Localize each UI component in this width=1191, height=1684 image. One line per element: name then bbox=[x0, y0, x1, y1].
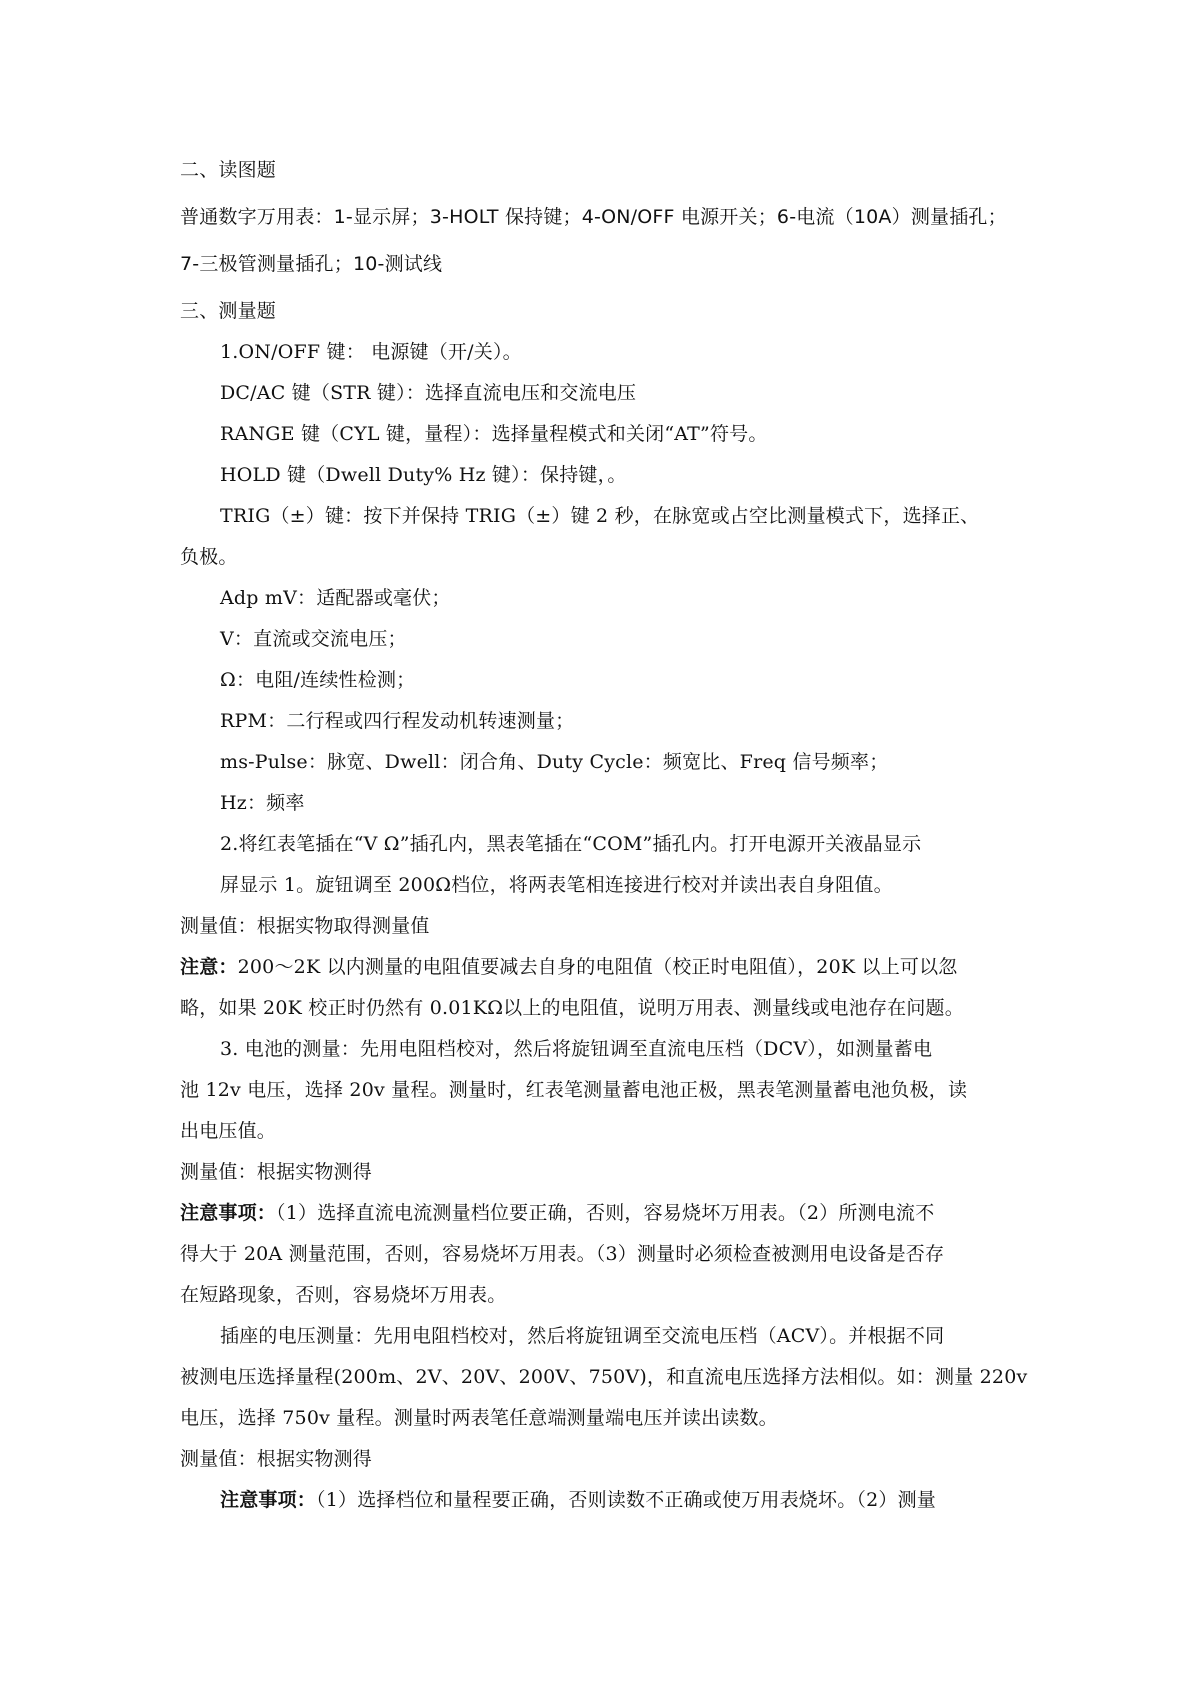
paragraph-line: 插座的电压测量：先用电阻档校对，然后将旋钮调至交流电压档（ACV）。并根据不同 bbox=[220, 1325, 945, 1347]
note-line bbox=[180, 1201, 934, 1225]
section-heading-reading: 二、读图题 bbox=[180, 159, 277, 181]
measured-value-line: 测量值：根据实物取得测量值 bbox=[180, 915, 430, 937]
measured-value-line: 测量值：根据实物测得 bbox=[180, 1448, 373, 1470]
note-label: 注意事项： bbox=[220, 1489, 317, 1511]
paragraph-line: Ω：电阻/连续性检测； bbox=[220, 669, 416, 691]
paragraph-line: HOLD 键（Dwell Duty% Hz 键）：保持键，。 bbox=[220, 464, 627, 486]
paragraph-line: 普通数字万用表：1-显示屏；3-HOLT 保持键；4-ON/OFF 电源开关；6-电流（10A）测量插孔； bbox=[180, 206, 1007, 228]
paragraph-line: 略，如果 20K 校正时仍然有 0.01KΩ以上的电阻值，说明万用表、测量线或电池存在问题。 bbox=[180, 997, 964, 1019]
paragraph-line: RANGE 键（CYL 键，量程）：选择量程模式和关闭“AT”符号。 bbox=[220, 423, 768, 445]
note-text: （1）选择直流电流测量档位要正确，否则，容易烧坏万用表。（2）所测电流不 bbox=[276, 1202, 935, 1224]
paragraph-line: 在短路现象，否则，容易烧坏万用表。 bbox=[180, 1284, 507, 1306]
paragraph-line: V：直流或交流电压； bbox=[220, 628, 407, 650]
paragraph-line: TRIG（±）键：按下并保持 TRIG（±）键 2 秒，在脉宽或占空比测量模式下，选择正、 bbox=[220, 505, 980, 527]
paragraph-line: Hz：频率 bbox=[220, 792, 305, 814]
note-text: （1）选择档位和量程要正确，否则读数不正确或使万用表烧坏。（2）测量 bbox=[316, 1489, 936, 1511]
note-label: 注意事项： bbox=[180, 1202, 277, 1224]
paragraph-line: 池 12v 电压，选择 20v 量程。测量时，红表笔测量蓄电池正极，黑表笔测量蓄电池负极，读 bbox=[180, 1079, 968, 1101]
note-line bbox=[180, 955, 958, 979]
paragraph-line: Adp mV：适配器或毫伏； bbox=[220, 587, 451, 609]
paragraph-line: 3. 电池的测量：先用电阻档校对，然后将旋钮调至直流电压档（DCV），如测量蓄电 bbox=[220, 1038, 933, 1060]
paragraph-line: 出电压值。 bbox=[180, 1120, 277, 1142]
section-heading-measurement: 三、测量题 bbox=[180, 300, 277, 322]
note-label: 注意： bbox=[180, 956, 238, 978]
paragraph-line: 2.将红表笔插在“V Ω”插孔内，黑表笔插在“COM”插孔内。打开电源开关液晶显示 bbox=[220, 833, 922, 855]
paragraph-line: 1.ON/OFF 键： 电源键（开/关）。 bbox=[220, 341, 522, 363]
paragraph-line: 得大于 20A 测量范围，否则，容易烧坏万用表。（3）测量时必须检查被测用电设备是否存 bbox=[180, 1243, 945, 1265]
measured-value-line: 测量值：根据实物测得 bbox=[180, 1161, 373, 1183]
paragraph-line: 电压，选择 750v 量程。测量时两表笔任意端测量端电压并读出读数。 bbox=[180, 1407, 778, 1429]
paragraph-line: 被测电压选择量程(200m、2V、20V、200V、750V)，和直流电压选择方法相似。如：测量 220v bbox=[180, 1366, 1028, 1388]
paragraph-line: RPM：二行程或四行程发动机转速测量； bbox=[220, 710, 575, 732]
paragraph-line: 负极。 bbox=[180, 546, 238, 568]
paragraph-line: 屏显示 1。旋钮调至 200Ω档位，将两表笔相连接进行校对并读出表自身阻值。 bbox=[220, 874, 893, 896]
paragraph-line: 7-三极管测量插孔；10-测试线 bbox=[180, 253, 443, 275]
paragraph-line: ms-Pulse：脉宽、Dwell：闭合角、Duty Cycle：频宽比、Freq 信号频率； bbox=[220, 751, 889, 773]
note-text: 200～2K 以内测量的电阻值要减去自身的电阻值（校正时电阻值），20K 以上可以忽 bbox=[237, 956, 958, 978]
note-line bbox=[220, 1488, 936, 1512]
paragraph-line: DC/AC 键（STR 键）：选择直流电压和交流电压 bbox=[220, 382, 637, 404]
